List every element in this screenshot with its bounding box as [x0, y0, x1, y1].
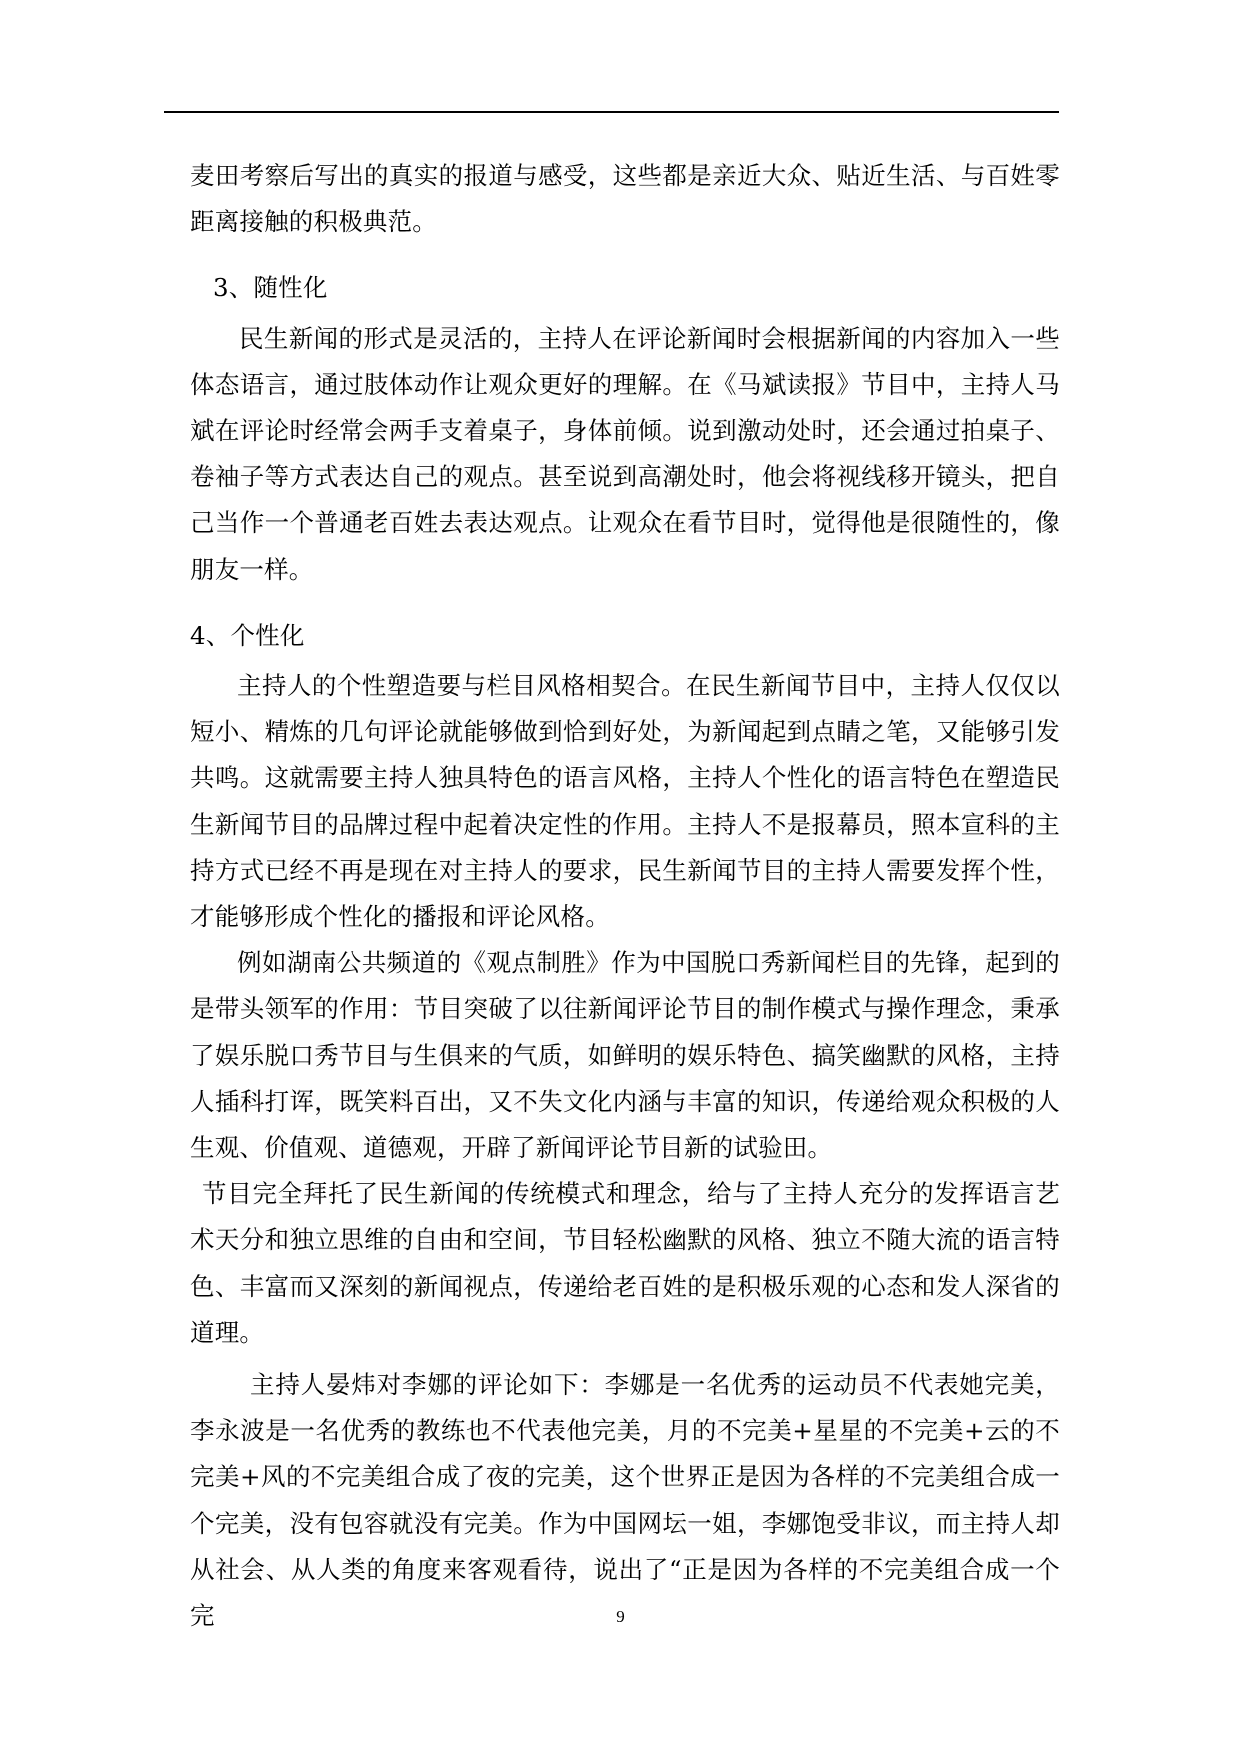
section-heading-3: 3、随性化 [213, 273, 328, 303]
section-heading-4: 4、个性化 [190, 620, 305, 650]
paragraph-personality: 主持人的个性塑造要与栏目风格相契合。在民生新闻节目中，主持人仅仅以短小、精炼的几句评论就能够做到恰到好处，为新闻起到点睛之笔，又能够引发共鸣。这就需要主持人独具特色的语言风格，主持人个性化的语言特色在塑造民生新闻节目的品牌过程中起着决定性的作用。主持人不是报幕员，照本宣科的主持方式已经不再是现在对主持人的要求，民生新闻节目的主持人需要发挥个性，才能够形成个性化的播报和评论风格。 [190, 671, 1060, 932]
page-number: 9 [616, 1607, 625, 1626]
document-body [190, 153, 1060, 1639]
paragraph-continuation: 麦田考察后写出的真实的报道与感受，这些都是亲近大众、贴近生活、与百姓零距离接触的积极典范。 [190, 161, 1060, 237]
paragraph-example-hunan: 例如湖南公共频道的《观点制胜》作为中国脱口秀新闻栏目的先锋，起到的是带头领军的作用：节目突破了以往新闻评论节目的制作模式与操作理念，秉承了娱乐脱口秀节目与生俱来的气质，如鲜明的娱乐特色、搞笑幽默的风格，主持人插科打诨，既笑料百出，又不失文化内涵与丰富的知识，传递给观众积极的人生观、价值观、道德观，开辟了新闻评论节目新的试验田。 [190, 948, 1060, 1163]
paragraph-program-style: 节目完全拜托了民生新闻的传统模式和理念，给与了主持人充分的发挥语言艺术天分和独立思维的自由和空间，节目轻松幽默的风格、独立不随大流的语言特色、丰富而又深刻的新闻视点，传递给老百姓的是积极乐观的心态和发人深省的道理。 [190, 1179, 1060, 1347]
paragraph-host-comment: 主持人晏炜对李娜的评论如下：李娜是一名优秀的运动员不代表她完美，李永波是一名优秀的教练也不代表他完美，月的不完美+星星的不完美+云的不完美+风的不完美组合成了夜的完美，这个世界正是因为各样的不完美组合成一个完美，没有包容就没有完美。作为中国网坛一姐，李娜饱受非议，而主持人却从社会、从人类的角度来客观看待，说出了“正是因为各样的不完美组合成一个完 [190, 1370, 1060, 1631]
header-rule [164, 111, 1059, 113]
paragraph-casual-style: 民生新闻的形式是灵活的，主持人在评论新闻时会根据新闻的内容加入一些体态语言，通过肢体动作让观众更好的理解。在《马斌读报》节目中，主持人马斌在评论时经常会两手支着桌子，身体前倾。说到激动处时，还会通过拍桌子、卷袖子等方式表达自己的观点。甚至说到高潮处时，他会将视线移开镜头，把自己当作一个普通老百姓去表达观点。让观众在看节目时，觉得他是很随性的，像朋友一样。 [190, 323, 1060, 584]
